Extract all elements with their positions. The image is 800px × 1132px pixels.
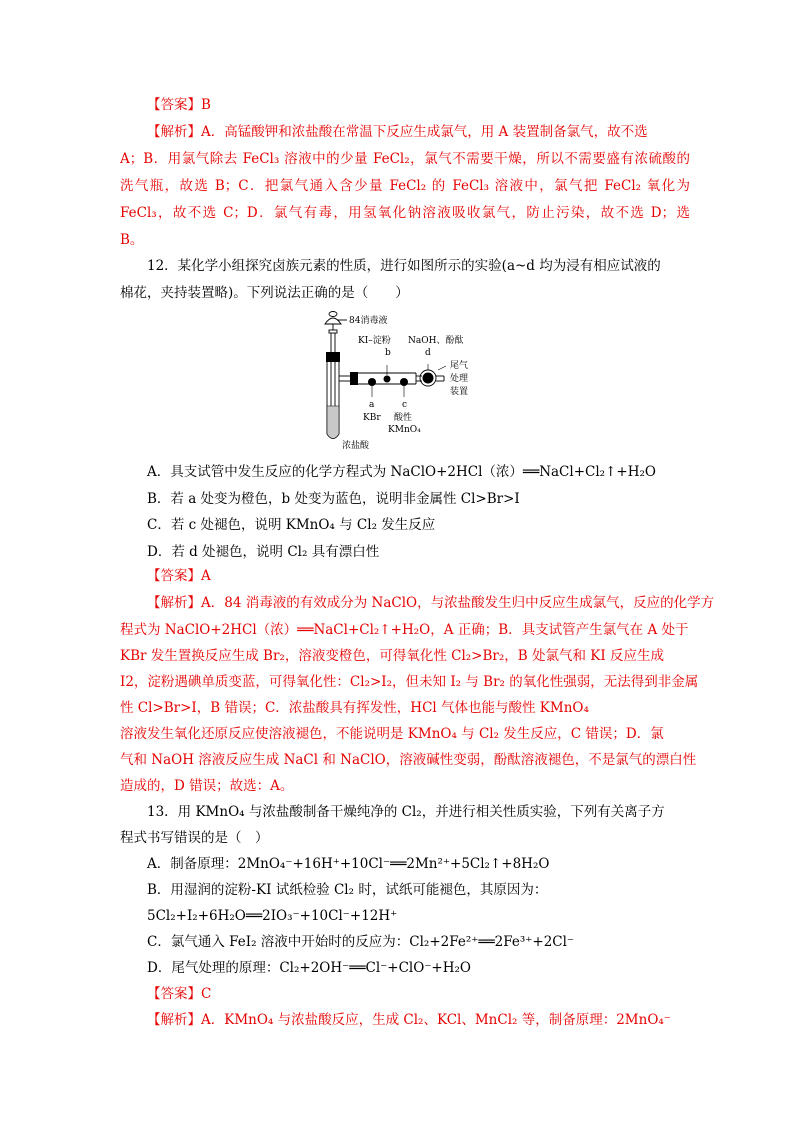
answer-11: 【答案】B — [147, 97, 211, 113]
q13-option-b: B．用湿润的淀粉-KI 试纸检验 Cl₂ 时，试纸可能褪色，其原因为： — [147, 882, 548, 898]
stopper — [326, 352, 340, 362]
label-conc-hcl: 浓盐酸 — [342, 441, 370, 451]
q12-stem-line-1: 12．某化学小组探究卤族元素的性质，进行如图所示的实验(a~d 均为浸有相应试液的 — [147, 258, 661, 274]
q13-option-d: D．尾气处理的原理：Cl₂+2OH⁻══Cl⁻+ClO⁻+H₂O — [147, 960, 471, 976]
q12-option-a: A．具支试管中发生反应的化学方程式为 NaClO+2HCl（浓）══NaCl+Cl₂↑+H₂O — [147, 464, 656, 480]
pointer-lines — [372, 364, 446, 397]
cotton-a — [368, 378, 376, 386]
q13-stem-line-2: 程式书写错误的是（ ） — [120, 830, 269, 846]
separatory-funnel — [325, 312, 347, 353]
analysis-11-line-1: 【解析】A．高锰酸钾和浓盐酸在常温下反应生成氯气，用 A 装置制备氯气，故不选 — [147, 124, 648, 140]
label-ki-starch: KI–淀粉 — [358, 336, 391, 346]
label-tail-3: 装置 — [450, 387, 469, 397]
analysis-12-line-1: 【解析】A．84 消毒液的有效成分为 NaClO，与浓盐酸发生归中反应生成氯气，反应的化学方 — [147, 595, 715, 611]
connector-plug — [350, 372, 358, 385]
answer-13: 【答案】C — [147, 986, 212, 1002]
label-b: b — [385, 348, 391, 358]
liquid-hcl — [327, 406, 339, 439]
label-c: c — [402, 400, 408, 410]
label-a: a — [369, 400, 375, 410]
q13-option-c: C．氯气通入 FeI₂ 溶液中开始时的反应为：Cl₂+2Fe²⁺══2Fe³⁺+2Cl⁻ — [147, 934, 575, 950]
cotton-b — [384, 376, 391, 383]
q12-option-c: C．若 c 处褪色，说明 KMnO₄ 与 Cl₂ 发生反应 — [147, 517, 436, 533]
label-kmno4: KMnO₄ — [388, 425, 421, 435]
analysis-12-line-3: KBr 发生置换反应生成 Br₂，溶液变橙色，可得氧化性 Cl₂>Br₂，B 处氯气和 KI 反应生成 — [120, 648, 664, 664]
label-naoh-phenolphthalein: NaOH、酚酞 — [408, 336, 464, 346]
q12-option-d: D．若 d 处褪色，说明 Cl₂ 具有漂白性 — [147, 544, 380, 560]
analysis-12-line-7: 气和 NaOH 溶液反应生成 NaCl 和 NaClO，溶液碱性变弱，酚酞溶液褪色，不是氯气的漂白性 — [120, 752, 697, 768]
analysis-12-line-8: 造成的，D 错误；故选：A。 — [120, 778, 294, 794]
analysis-11-line-2: A；B．用氯气除去 FeCl₃ 溶液中的少量 FeCl₂，氯气不需要干燥，所以不需要盛有浓硫酸的 — [120, 151, 690, 167]
label-84-bleach: 84消毒液 — [349, 316, 388, 326]
label-kbr: KBr — [363, 413, 381, 423]
q12-option-b: B．若 a 处变为橙色，b 处变为蓝色，说明非金属性 Cl>Br>I — [147, 491, 520, 507]
label-tail-2: 处理 — [450, 374, 469, 384]
q13-option-a: A．制备原理：2MnO₄⁻+16H⁺+10Cl⁻══2Mn²⁺+5Cl₂↑+8H₂O — [147, 856, 550, 872]
label-d: d — [425, 348, 431, 358]
cotton-d — [423, 373, 434, 384]
q13-option-b-equation: 5Cl₂+I₂+6H₂O══2IO₃⁻+10Cl⁻+12H⁺ — [147, 908, 398, 924]
analysis-12-line-4: I2，淀粉遇碘单质变蓝，可得氧化性：Cl₂>I₂，但未知 I₂ 与 Br₂ 的氧化性强弱，无法得到非金属 — [120, 674, 699, 690]
q13-stem-line-1: 13．用 KMnO₄ 与浓盐酸制备干燥纯净的 Cl₂，并进行相关性质实验，下列有关离子方 — [147, 804, 665, 820]
analysis-12-line-2: 程式为 NaClO+2HCl（浓）══NaCl+Cl₂↑+H₂O，A 正确；B．具支试管产生氯气在 A 处于 — [120, 622, 689, 638]
analysis-11-line-4: FeCl₃，故不选 C；D．氯气有毒，用氢氧化钠溶液吸收氯气，防止污染，故不选 D；选 — [120, 205, 690, 221]
analysis-11-line-5: B。 — [120, 232, 144, 248]
cotton-c — [400, 378, 408, 386]
apparatus-figure — [318, 310, 500, 460]
analysis-11-line-3: 洗气瓶，故选 B；C．把氯气通入含少量 FeCl₂ 的 FeCl₃ 溶液中，氯气把 FeCl₂ 氧化为 — [120, 178, 690, 194]
analysis-13-line-1: 【解析】A．KMnO₄ 与浓盐酸反应，生成 Cl₂、KCl、MnCl₂ 等，制备原理：2MnO₄⁻ — [147, 1012, 671, 1028]
analysis-12-line-5: 性 Cl>Br>I，B 错误；C．浓盐酸具有挥发性，HCl 气体也能与酸性 KMnO₄ — [120, 700, 589, 716]
label-acidic: 酸性 — [394, 413, 413, 423]
answer-12: 【答案】A — [147, 568, 211, 584]
analysis-12-line-6: 溶液发生氧化还原反应使溶液褪色，不能说明是 KMnO₄ 与 Cl₂ 发生反应，C 错误；D．氯 — [120, 726, 664, 742]
label-tail-1: 尾气 — [450, 361, 469, 371]
q12-stem-line-2: 棉花，夹持装置略)。下列说法正确的是（ ） — [120, 285, 409, 301]
